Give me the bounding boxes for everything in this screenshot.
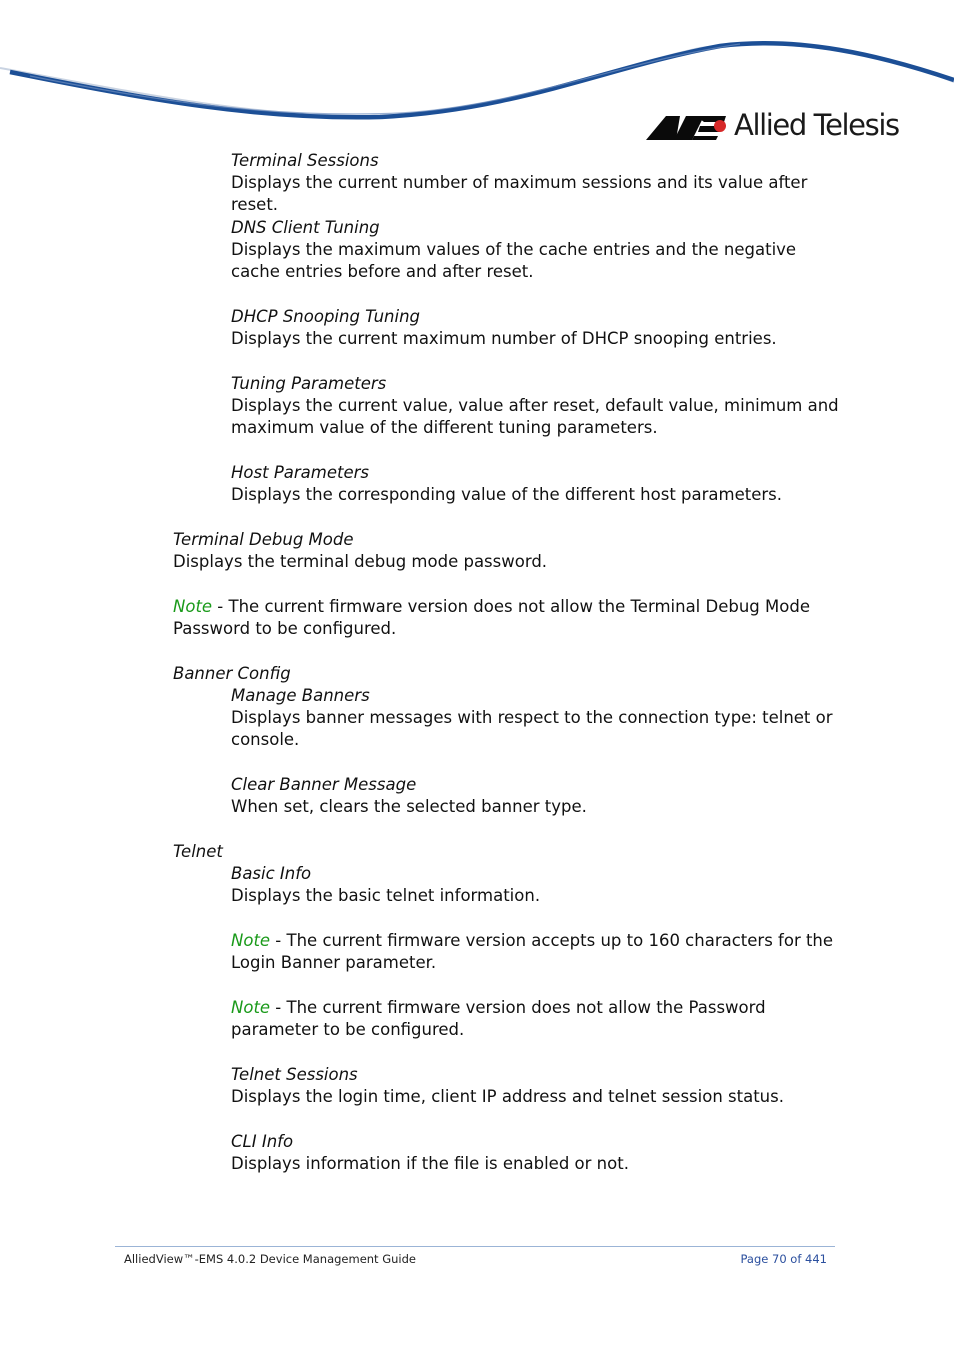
clear-banner-message-section xyxy=(231,774,841,818)
note-password xyxy=(231,997,841,1041)
section-description: Displays the current value, value after reset, default value, minimum and maximum value of the different tuning parameters. xyxy=(231,396,839,437)
footer-divider xyxy=(115,1246,835,1247)
section-heading: CLI Info xyxy=(231,1132,294,1151)
section-description: Displays the terminal debug mode password. xyxy=(173,552,548,571)
note-text: - The current firmware version does not allow the Password parameter to be configured. xyxy=(231,998,766,1039)
brand-name: Allied Telesis xyxy=(734,108,899,142)
banner-config-section xyxy=(173,663,833,685)
allied-telesis-logo xyxy=(646,110,906,146)
at-logo-icon xyxy=(646,112,730,142)
note-login-banner xyxy=(231,930,841,974)
note-terminal-debug xyxy=(173,596,833,640)
note-text: - The current firmware version accepts up to 160 characters for the Login Banner parameter. xyxy=(231,931,834,972)
telnet-sessions-section xyxy=(231,1064,841,1108)
terminal-debug-mode-section xyxy=(173,529,833,573)
host-parameters-section xyxy=(231,462,841,506)
section-heading: DNS Client Tuning xyxy=(231,218,380,237)
section-heading: Telnet Sessions xyxy=(231,1065,358,1084)
dhcp-snooping-tuning-section xyxy=(231,306,841,350)
note-label: Note xyxy=(231,998,271,1017)
manage-banners-section xyxy=(231,685,841,751)
section-heading: Banner Config xyxy=(173,664,291,683)
section-heading: Manage Banners xyxy=(231,686,370,705)
tuning-parameters-section xyxy=(231,373,841,439)
section-heading: Telnet xyxy=(173,842,223,861)
section-description: Displays the login time, client IP address and telnet session status. xyxy=(231,1087,784,1106)
footer-page-number: Page 70 of 441 xyxy=(740,1252,827,1266)
section-heading: Tuning Parameters xyxy=(231,374,387,393)
terminal-sessions-section xyxy=(231,150,841,216)
section-description: Displays the basic telnet information. xyxy=(231,886,541,905)
section-description: When set, clears the selected banner type. xyxy=(231,797,587,816)
section-heading: DHCP Snooping Tuning xyxy=(231,307,421,326)
section-heading: Terminal Debug Mode xyxy=(173,530,354,549)
cli-info-section xyxy=(231,1131,841,1175)
note-text: - The current firmware version does not allow the Terminal Debug Mode Password to be configured. xyxy=(173,597,810,638)
section-description: Displays the current maximum number of DHCP snooping entries. xyxy=(231,329,777,348)
section-description: Displays banner messages with respect to the connection type: telnet or console. xyxy=(231,708,833,749)
section-description: Displays the maximum values of the cache entries and the negative cache entries before and after reset. xyxy=(231,240,797,281)
footer-doc-title: AlliedView™-EMS 4.0.2 Device Management Guide xyxy=(124,1252,416,1266)
note-label: Note xyxy=(173,597,213,616)
telnet-section xyxy=(173,841,833,863)
basic-info-section xyxy=(231,863,841,907)
note-label: Note xyxy=(231,931,271,950)
section-heading: Basic Info xyxy=(231,864,312,883)
section-description: Displays information if the file is enabled or not. xyxy=(231,1154,629,1173)
section-description: Displays the current number of maximum sessions and its value after reset. xyxy=(231,173,808,214)
dns-client-tuning-section xyxy=(231,217,841,283)
section-description: Displays the corresponding value of the different host parameters. xyxy=(231,485,782,504)
section-heading: Clear Banner Message xyxy=(231,775,417,794)
section-heading: Host Parameters xyxy=(231,463,369,482)
section-heading: Terminal Sessions xyxy=(231,151,379,170)
